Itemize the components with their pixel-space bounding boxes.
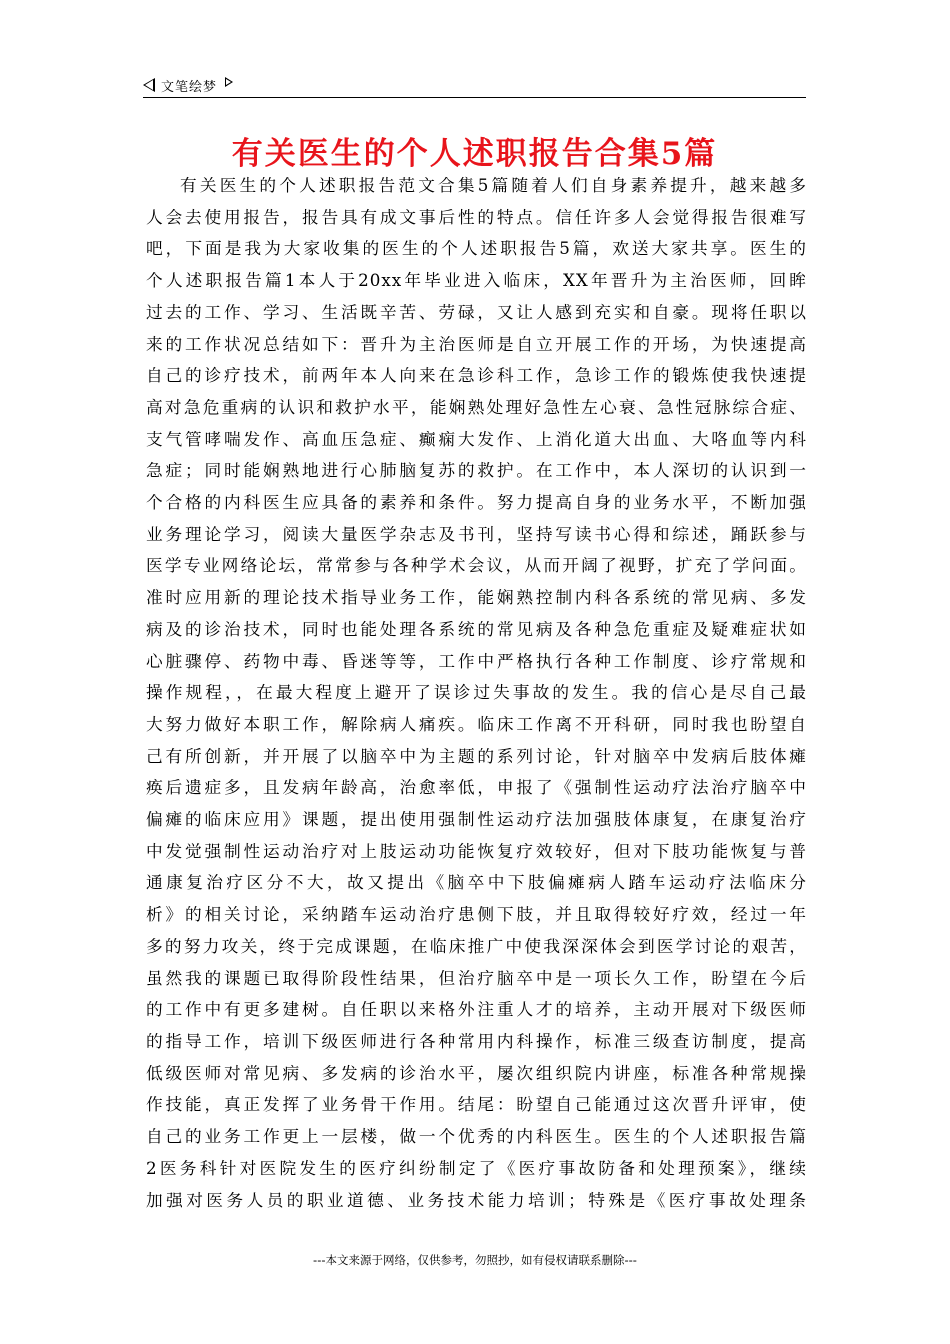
body-line: 吧，下面是我为大家收集的医生的个人述职报告5篇，欢送大家共享。医生的 xyxy=(146,238,807,259)
body-line: 支气管哮喘发作、高血压急症、癫痫大发作、上消化道大出血、大咯血等内科 xyxy=(146,428,807,449)
body-line: 痪后遗症多，且发病年龄高，治愈率低，申报了《强制性运动疗法治疗脑卒中 xyxy=(146,777,807,798)
document-body xyxy=(146,170,807,1216)
brand-name: 文笔绘梦 xyxy=(161,79,218,95)
body-line: 医学专业网络论坛，常常参与各种学术会议，从而开阔了视野，扩充了学问面。 xyxy=(146,555,807,576)
body-line: 中发觉强制性运动治疗对上肢运动功能恢复疗效较好，但对下肢功能恢复与普 xyxy=(146,840,807,861)
body-line: 大努力做好本职工作，解除病人痛疾。临床工作离不开科研，同时我也盼望自 xyxy=(146,713,807,734)
body-line: 作技能，真正发挥了业务骨干作用。结尾：盼望自己能通过这次晋升评审，使 xyxy=(146,1094,807,1115)
body-line: 操作规程，，在最大程度上避开了误诊过失事故的发生。我的信心是尽自己最 xyxy=(146,682,807,703)
body-line: 析》的相关讨论，采纳踏车运动治疗患侧下肢，并且取得较好疗效，经过一年 xyxy=(146,904,807,925)
triangle-right-icon xyxy=(225,77,233,87)
body-line: 病及的诊治技术，同时也能处理各系统的常见病及各种急危重症及疑难症状如 xyxy=(146,618,807,639)
body-line: 急症；同时能娴熟地进行心肺脑复苏的救护。在工作中，本人深切的认识到一 xyxy=(146,460,807,481)
body-line: 业务理论学习，阅读大量医学杂志及书刊，坚持写读书心得和综述，踊跃参与 xyxy=(146,523,807,544)
body-line: 通康复治疗区分不大，故又提出《脑卒中下肢偏瘫病人踏车运动疗法临床分 xyxy=(146,872,807,893)
page-footer: ---本文来源于网络，仅供参考，勿照抄，如有侵权请联系删除--- xyxy=(313,1253,637,1267)
document-title: 有关医生的个人述职报告合集5篇 xyxy=(231,136,718,172)
body-line: 虽然我的课题已取得阶段性结果，但治疗脑卒中是一项长久工作，盼望在今后 xyxy=(146,967,807,988)
body-line: 的工作中有更多建树。自任职以来格外注重人才的培养，主动开展对下级医师 xyxy=(146,999,807,1020)
body-line: 加强对医务人员的职业道德、业务技术能力培训；特殊是《医疗事故处理条 xyxy=(146,1189,807,1210)
body-line: 人会去使用报告，报告具有成文事后性的特点。信任许多人会觉得报告很难写 xyxy=(146,206,807,227)
body-line: 准时应用新的理论技术指导业务工作，能娴熟控制内科各系统的常见病、多发 xyxy=(146,587,807,608)
body-line: 个人述职报告篇1本人于20xx年毕业进入临床，XX年晋升为主治医师，回眸 xyxy=(146,270,807,291)
body-line: 己有所创新，并开展了以脑卒中为主题的系列讨论，针对脑卒中发病后肢体瘫 xyxy=(146,745,807,766)
body-line: 自己的诊疗技术，前两年本人向来在急诊科工作，急诊工作的锻炼使我快速提 xyxy=(146,365,807,386)
body-line: 个合格的内科医生应具备的素养和条件。努力提高自身的业务水平，不断加强 xyxy=(146,492,807,513)
body-line: 的指导工作，培训下级医师进行各种常用内科操作，标准三级查访制度，提高 xyxy=(146,1030,807,1051)
body-line: 有关医生的个人述职报告范文合集5篇随着人们自身素养提升，越来越多 xyxy=(180,175,807,195)
body-line: 心脏骤停、药物中毒、昏迷等等，工作中严格执行各种工作制度、诊疗常规和 xyxy=(146,650,807,671)
page-header xyxy=(143,72,806,98)
triangle-left-icon xyxy=(143,78,155,92)
body-line: 过去的工作、学习、生活既辛苦、劳碌，又让人感到充实和自豪。现将任职以 xyxy=(146,301,807,322)
body-line: 高对急危重病的认识和救护水平，能娴熟处理好急性左心衰、急性冠脉综合症、 xyxy=(146,396,807,417)
body-line: 低级医师对常见病、多发病的诊治水平，屡次组织院内讲座，标准各种常规操 xyxy=(146,1062,807,1083)
header-rule xyxy=(143,97,806,98)
body-line: 多的努力攻关，终于完成课题，在临床推广中使我深深体会到医学讨论的艰苦， xyxy=(146,935,807,956)
body-line: 2医务科针对医院发生的医疗纠纷制定了《医疗事故防备和处理预案》，继续 xyxy=(146,1157,807,1178)
body-line: 来的工作状况总结如下：晋升为主治医师是自立开展工作的开场，为快速提高 xyxy=(146,333,807,354)
body-line: 自己的业务工作更上一层楼，做一个优秀的内科医生。医生的个人述职报告篇 xyxy=(146,1126,807,1147)
body-line: 偏瘫的临床应用》课题，提出使用强制性运动疗法加强肢体康复，在康复治疗 xyxy=(146,809,807,830)
